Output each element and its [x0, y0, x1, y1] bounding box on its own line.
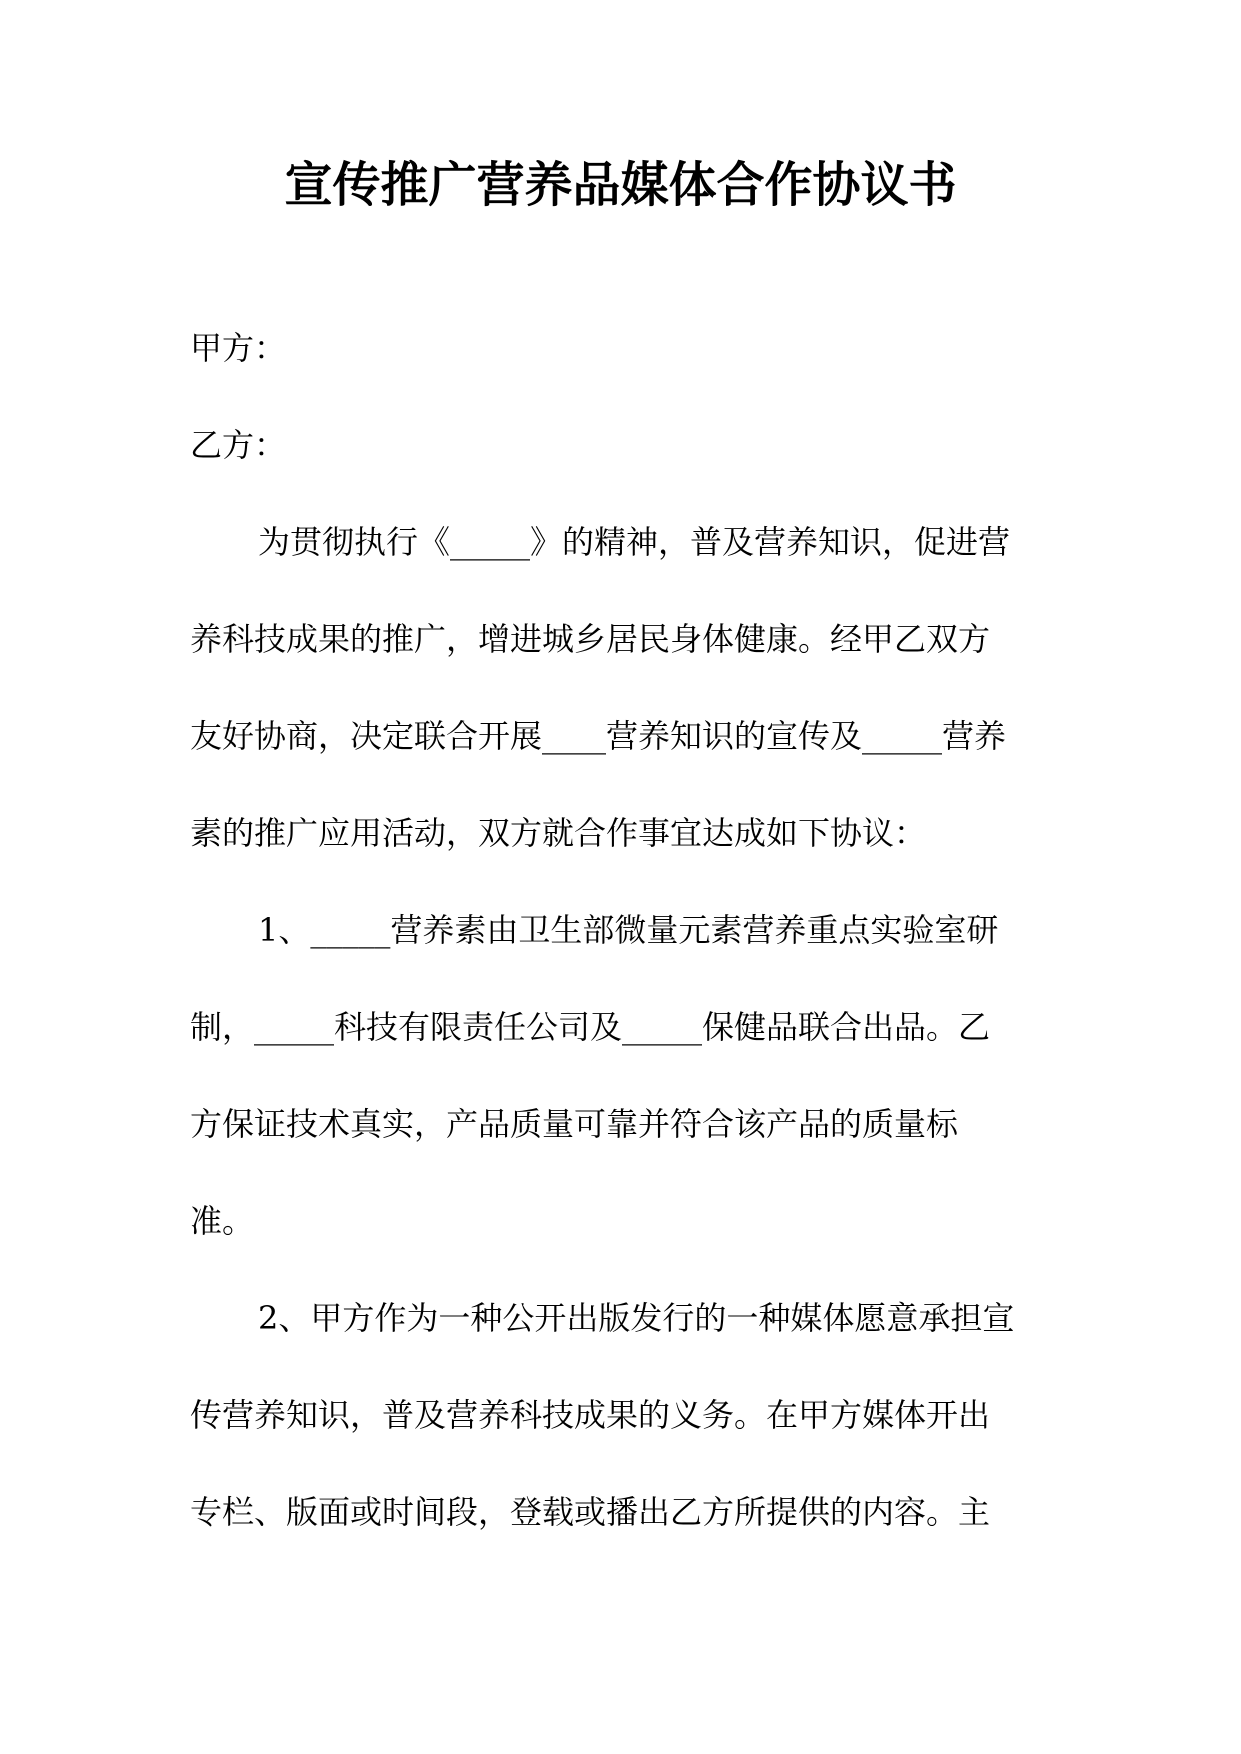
- document-title: 宣传推广营养品媒体合作协议书: [284, 157, 957, 213]
- paragraph-clause-2: [190, 1270, 1050, 1561]
- document-body: [190, 300, 1050, 1561]
- text-line: 1、_____营养素由卫生部微量元素营养重点实验室研: [258, 911, 999, 949]
- paragraph-intro: [190, 494, 1050, 882]
- text-line: 为贯彻执行《_____》的精神，普及营养知识，促进营: [258, 523, 1011, 561]
- party-b-label: 乙方：: [190, 426, 287, 464]
- text-line: 传营养知识，普及营养科技成果的义务。在甲方媒体开出: [190, 1396, 991, 1434]
- text-line: 养科技成果的推广，增进城乡居民身体健康。经甲乙双方: [190, 620, 991, 658]
- text-line: 专栏、版面或时间段，登载或播出乙方所提供的内容。主: [190, 1493, 991, 1531]
- text-line: 素的推广应用活动，双方就合作事宜达成如下协议：: [190, 814, 927, 852]
- text-line: 2、甲方作为一种公开出版发行的一种媒体愿意承担宣: [258, 1299, 1015, 1337]
- party-a-label: 甲方：: [190, 329, 287, 367]
- paragraph-clause-1: [190, 882, 1050, 1270]
- text-line: 制，_____科技有限责任公司及_____保健品联合出品。乙: [190, 1008, 991, 1046]
- text-line: 友好协商，决定联合开展____营养知识的宣传及_____营养: [190, 717, 1007, 755]
- text-line: 方保证技术真实，产品质量可靠并符合该产品的质量标: [190, 1105, 959, 1143]
- text-line: 准。: [190, 1202, 255, 1240]
